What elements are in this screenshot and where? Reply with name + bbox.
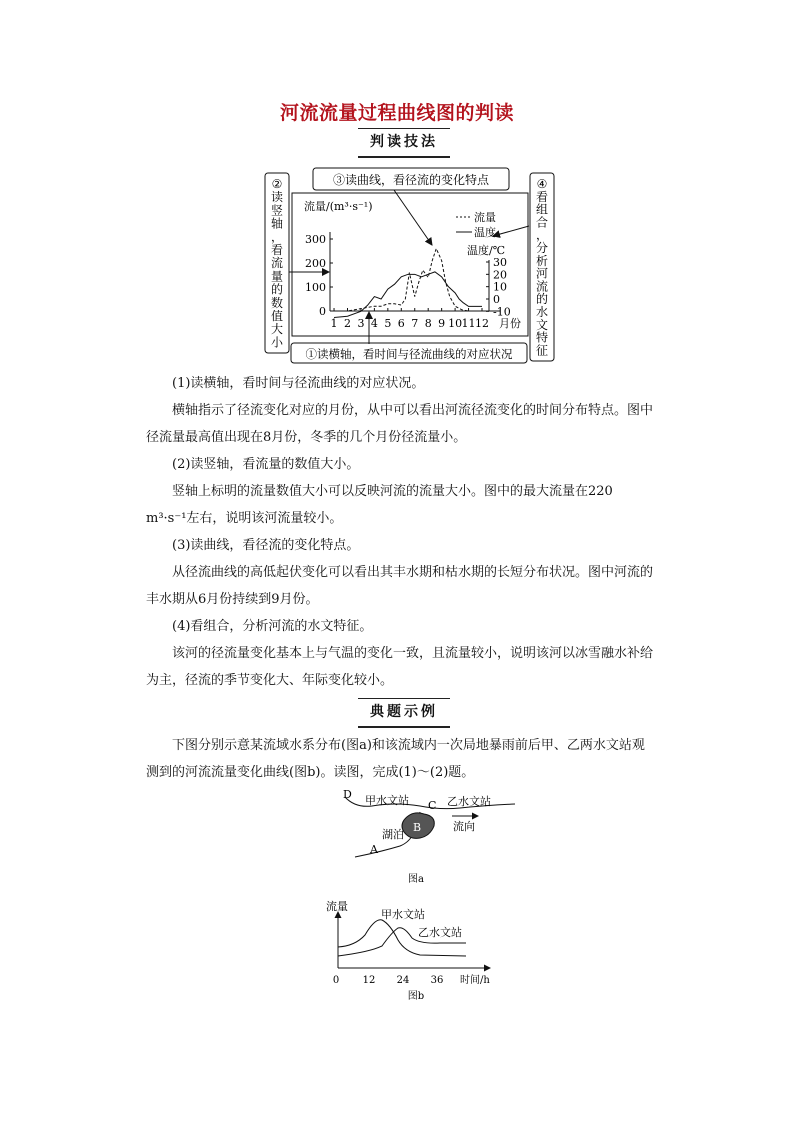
callout-char: 竖 xyxy=(270,203,284,218)
callout-char: 流 xyxy=(535,279,549,294)
figure-b-xtick-24: 24 xyxy=(396,975,410,986)
callout-char: ， xyxy=(270,229,284,244)
callout-char: 轴 xyxy=(270,216,284,231)
callout-char: 大 xyxy=(270,322,284,337)
figure-b-xtick-12: 12 xyxy=(362,975,376,986)
figure-b-yi-label: 乙水文站 xyxy=(418,926,462,939)
legend-flow: 流量 xyxy=(474,211,496,224)
x-tick-label: 3 xyxy=(357,317,365,330)
y2-tick-label: -10 xyxy=(493,305,511,319)
callout-bottom-text: ①读横轴，看时间与径流曲线的对应状况 xyxy=(305,347,513,361)
callout-char: ② xyxy=(271,177,283,191)
figure-a-river-map xyxy=(0,785,794,885)
section-heading-technique: 判读技法 xyxy=(358,130,450,158)
label-lake: 湖泊 xyxy=(382,828,404,841)
para-step4-heading: (4)看组合，分析河流的水文特征。 xyxy=(172,619,373,634)
callout-char: 值 xyxy=(270,309,284,323)
series-flow-line xyxy=(334,249,482,311)
figure-b-xlabel: 时间/h xyxy=(460,975,490,986)
figure-b-xtick-36: 36 xyxy=(430,975,444,986)
callout-char: 合 xyxy=(535,215,549,230)
callout-char: 征 xyxy=(535,343,549,358)
figure-b-xtick-0: 0 xyxy=(332,975,340,986)
label-flow-direction: 流向 xyxy=(453,820,475,833)
y2-tick-label: 10 xyxy=(493,280,507,294)
callout-char: ， xyxy=(535,228,549,243)
y2-tick-label: 0 xyxy=(493,293,500,306)
figure-b-caption: 图b xyxy=(407,991,425,1002)
callout-char: 的 xyxy=(270,282,284,297)
legend-temp: 温度 xyxy=(474,226,496,239)
label-c: C xyxy=(428,799,437,812)
callout-char: ④ xyxy=(536,177,548,191)
callout-char: 河 xyxy=(535,266,549,281)
y-tick-label: 0 xyxy=(319,305,326,318)
figure-a-caption: 图a xyxy=(408,874,424,885)
callout-char: 小 xyxy=(270,335,284,350)
para-step1-body: 横轴指示了径流变化对应的月份，从中可以看出河流径流变化的时间分布特点。图中径流量最高值出现在8月份，冬季的几个月份径流量小。 xyxy=(146,403,654,445)
y2-tick-label: 30 xyxy=(493,256,507,269)
callout-char: 流 xyxy=(270,256,284,271)
x-tick-label: 12 xyxy=(475,317,489,330)
callout-char: 数 xyxy=(270,295,284,310)
callout-char: 的 xyxy=(535,292,549,307)
label-a: A xyxy=(370,843,378,856)
callout-char: 组 xyxy=(535,202,549,217)
y-axis-label: 流量/(m³·s⁻¹) xyxy=(304,200,373,213)
question-text: 下图分别示意某流域水系分布(图a)和该流域内一次局地暴雨前后甲、乙两水文站观测到的河流流量变化曲线(图b)。读图，完成(1)～(2)题。 xyxy=(146,738,645,780)
x-tick-label: 8 xyxy=(424,317,432,330)
y2-axis-label: 温度/℃ xyxy=(467,244,506,257)
x-tick-label: 6 xyxy=(397,317,405,330)
callout-char: 析 xyxy=(535,253,549,268)
callout-char: 读 xyxy=(270,190,284,205)
figure-b-flow-chart xyxy=(0,895,794,1010)
x-tick-label: 10 xyxy=(448,317,463,330)
para-step2-heading: (2)读竖轴，看流量的数值大小。 xyxy=(172,457,360,472)
para-step1-heading: (1)读横轴，看时间与径流曲线的对应状况。 xyxy=(172,376,425,391)
y-tick-label: 200 xyxy=(305,257,326,270)
para-step3-body: 从径流曲线的高低起伏变化可以看出其丰水期和枯水期的长短分布状况。图中河流的丰水期从6月份持续到9月份。 xyxy=(146,565,654,607)
para-step4-body: 该河的径流量变化基本上与气温的变化一致，且流量较小，说明该河以冰雪融水补给为主，径流的季节变化大、年际变化较小。 xyxy=(146,646,654,688)
page-title: 河流流量过程曲线图的判读 xyxy=(279,102,514,124)
x-tick-label: 9 xyxy=(438,317,446,330)
callout-char: 分 xyxy=(535,241,549,255)
reading-diagram xyxy=(0,165,794,365)
y-tick-label: 300 xyxy=(305,233,326,246)
label-b: B xyxy=(413,821,422,834)
x-tick-label: 4 xyxy=(370,317,378,330)
callout-char: 看 xyxy=(535,189,549,204)
callout-char: 看 xyxy=(270,243,284,257)
x-tick-label: 5 xyxy=(384,317,392,330)
figure-b-jia-label: 甲水文站 xyxy=(381,908,425,921)
label-d: D xyxy=(343,788,352,801)
y-tick-label: 100 xyxy=(305,281,326,294)
callout-char: 特 xyxy=(535,330,549,345)
x-tick-label: 11 xyxy=(461,317,476,330)
label-yi-station: 乙水文站 xyxy=(447,795,491,808)
callout-char: 量 xyxy=(270,269,284,284)
x-tick-label: 2 xyxy=(343,317,351,330)
x-tick-label: 1 xyxy=(330,317,338,330)
y2-tick-label: 20 xyxy=(493,268,507,282)
callout-right-text xyxy=(536,177,548,357)
callout-char: 水 xyxy=(535,305,549,319)
x-tick-label: 7 xyxy=(411,317,419,330)
para-step3-heading: (3)读曲线，看径流的变化特点。 xyxy=(172,538,360,553)
figure-b-ylabel: 流量 xyxy=(326,900,348,913)
callout-top-text: ③读曲线，看径流的变化特点 xyxy=(332,173,490,187)
section-heading-example: 典题示例 xyxy=(358,700,450,728)
para-step2-body: 竖轴上标明的流量数值大小可以反映河流的流量大小。图中的最大流量在220 m³·s⁻¹左右，说明该河流量较小。 xyxy=(146,484,613,526)
x-unit-label: 月份 xyxy=(499,317,521,330)
callout-left-text xyxy=(271,177,284,349)
callout-char: 文 xyxy=(535,317,549,332)
label-jia-station: 甲水文站 xyxy=(365,794,409,807)
